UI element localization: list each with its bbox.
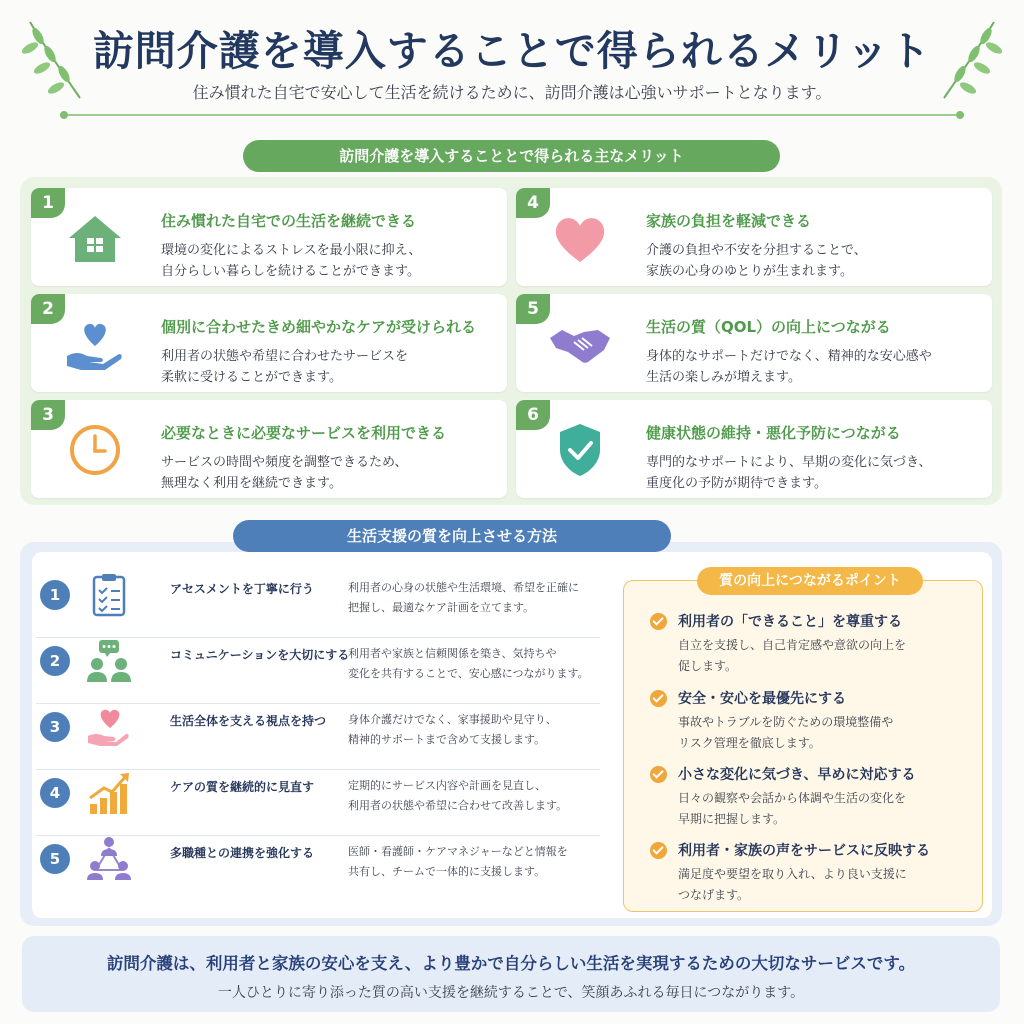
method-row [36, 836, 600, 902]
header-divider [64, 114, 960, 116]
footer-submessage: 一人ひとりに寄り添った質の高い支援を継続することで、笑顔あふれる毎日につながります。 [217, 985, 805, 1001]
method-number: 2 [40, 646, 70, 676]
clock-icon [63, 420, 127, 480]
merit-card [31, 188, 507, 286]
check-icon [650, 613, 667, 630]
merit-title: 個別に合わせたきめ細やかなケアが受けられる [161, 318, 477, 336]
footer-banner [22, 936, 1000, 1012]
merit-card [31, 294, 507, 392]
check-icon [650, 690, 667, 707]
page-title: 訪問介護を導入することで得られるメリット [92, 27, 932, 75]
merit-title: 健康状態の維持・悪化予防につながる [646, 424, 901, 442]
check-icon [650, 766, 667, 783]
merit-title: 生活の質（QOL）の向上につながる [646, 318, 891, 336]
point-description: 日々の観察や会話から体調や生活の変化を 早期に把握します。 [678, 791, 907, 826]
point-title: 小さな変化に気づき、早めに対応する [678, 767, 916, 783]
footer-message: 訪問介護は、利用者と家族の安心を支え、より豊かで自分らしい生活を実現するための大切なサービスです。 [106, 954, 916, 973]
merit-description: 利用者の状態や希望に合わせたサービスを 柔軟に受けることができます。 [161, 349, 409, 385]
merit-description: 環境の変化によるストレスを最小限に抑え、 自分らしい暮らしを続けることができます。 [161, 243, 422, 279]
method-description: 定期的にサービス内容や計画を見直し、 利用者の状態や希望に合わせて改善します。 [348, 779, 568, 812]
merit-description: 介護の負担や不安を分担することで、 家族の心身のゆとりが生まれます。 [646, 243, 867, 279]
house-icon [63, 208, 127, 268]
method-row [36, 638, 600, 704]
merit-description: 身体的なサポートだけでなく、精神的な安心感や 生活の楽しみが増えます。 [646, 349, 932, 385]
growth-chart-icon [86, 770, 132, 816]
merit-card [516, 294, 992, 392]
methods-heading: 生活支援の質を向上させる方法 [233, 520, 671, 552]
point-title: 利用者の「できること」を尊重する [678, 614, 902, 630]
merit-number: 6 [516, 400, 550, 430]
merit-number: 3 [31, 400, 65, 430]
method-title: 生活全体を支える視点を持つ [170, 714, 327, 728]
merit-number: 2 [31, 294, 65, 324]
merit-description: サービスの時間や頻度を調整できるため、 無理なく利用を継続できます。 [161, 455, 408, 491]
method-description: 医師・看護師・ケアマネジャーなどと情報を 共有し、チームで一体的に支援します。 [348, 845, 568, 878]
method-row [36, 770, 600, 836]
team-network-icon [86, 836, 132, 882]
heart-hand-icon [63, 314, 127, 374]
points-heading: 質の向上につながるポイント [697, 567, 923, 595]
method-title: アセスメントを丁寧に行う [170, 582, 314, 596]
method-number: 1 [40, 580, 70, 610]
caring-hand-icon [86, 704, 132, 750]
merit-title: 家族の負担を軽減できる [646, 212, 812, 230]
method-number: 3 [40, 712, 70, 742]
method-description: 利用者の心身の状態や生活環境、希望を正確に 把握し、最適なケア計画を立てます。 [348, 581, 579, 614]
merit-description: 専門的なサポートにより、早期の変化に気づき、 重度化の予防が期待できます。 [646, 455, 932, 491]
merit-card [516, 188, 992, 286]
merit-number: 4 [516, 188, 550, 218]
method-title: 多職種との連携を強化する [170, 846, 315, 860]
merit-card [31, 400, 507, 498]
point-title: 安全・安心を最優先にする [678, 691, 846, 707]
handshake-icon [548, 314, 612, 374]
merits-heading: 訪問介護を導入することとで得られる主なメリット [243, 140, 780, 172]
merit-title: 必要なときに必要なサービスを利用できる [161, 424, 447, 442]
method-title: コミュニケーションを大切にする [170, 648, 350, 662]
method-row [36, 572, 600, 638]
method-description: 利用者や家族と信頼関係を築き、気持ちや 変化を共有することで、安心感につながります。 [348, 647, 589, 680]
page-subtitle: 住み慣れた自宅で安心して生活を続けるために、訪問介護は心強いサポートとなります。 [192, 83, 832, 102]
method-title: ケアの質を継続的に見直す [170, 780, 315, 794]
merit-card [516, 400, 992, 498]
method-description: 身体介護だけでなく、家事援助や見守り、 精神的サポートまで含めて支援します。 [348, 713, 557, 746]
merit-number: 1 [31, 188, 65, 218]
method-row [36, 704, 600, 770]
point-title: 利用者・家族の声をサービスに反映する [678, 843, 930, 859]
conversation-icon [86, 638, 132, 684]
clipboard-icon [86, 572, 132, 618]
point-description: 自立を支援し、自己肯定感や意欲の向上を 促します。 [678, 638, 907, 673]
heart-icon [548, 208, 612, 268]
point-description: 事故やトラブルを防ぐための環境整備や リスク管理を徹底します。 [678, 715, 894, 750]
point-description: 満足度や要望を取り入れ、より良い支援に つなげます。 [678, 867, 907, 902]
check-icon [650, 842, 667, 859]
merit-number: 5 [516, 294, 550, 324]
method-number: 4 [40, 778, 70, 808]
merit-title: 住み慣れた自宅での生活を継続できる [161, 212, 417, 230]
shield-check-icon [548, 420, 612, 480]
method-number: 5 [40, 844, 70, 874]
